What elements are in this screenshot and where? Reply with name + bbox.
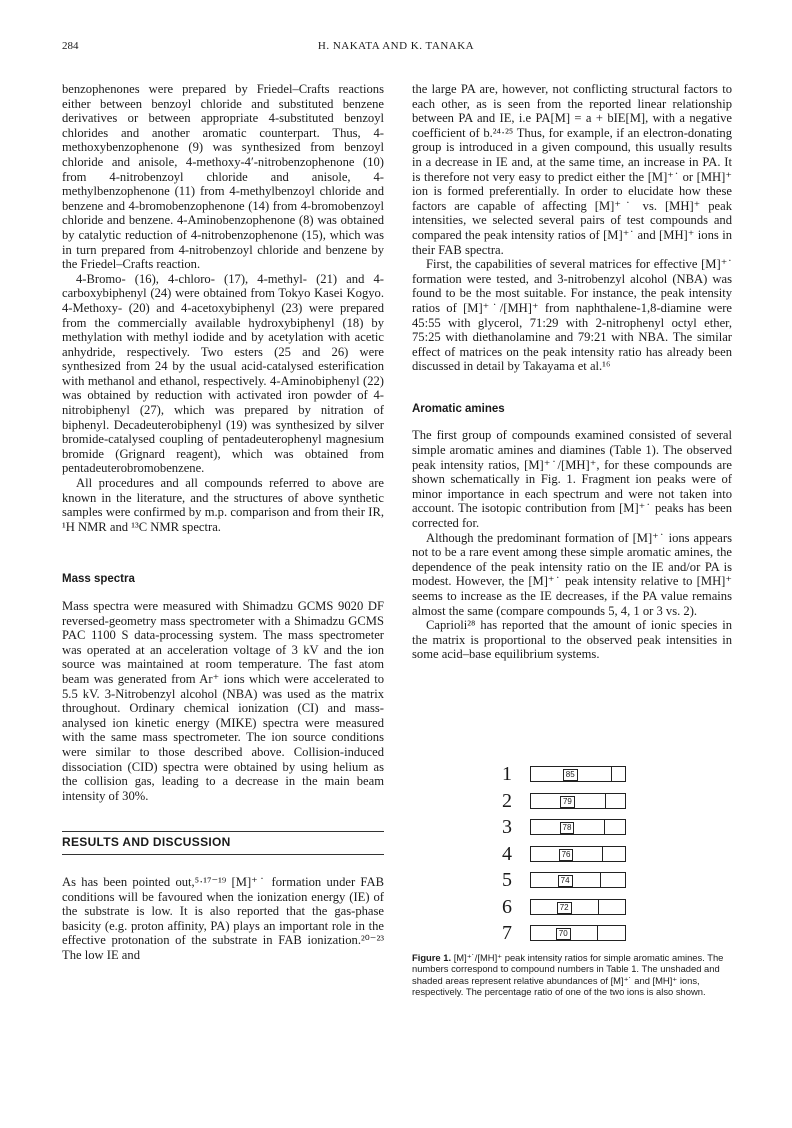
ratio-divider — [600, 873, 601, 887]
running-title: H. NAKATA AND K. TANAKA — [317, 40, 475, 52]
compound-number: 5 — [502, 869, 512, 891]
percent-label: 76 — [559, 849, 574, 861]
ratio-bar — [530, 766, 626, 782]
percent-label: 72 — [557, 902, 572, 914]
compound-number: 2 — [502, 789, 512, 812]
paragraph-procedures: All procedures and all compounds referred to above are known in the literature, and the structures of above synthetic samples were confirmed by m.p. comparison and from their IR, ¹H NMR and ¹³C NMR spectra. — [62, 476, 384, 534]
paragraph-predominant: Although the predominant formation of [M]⁺˙ ions appears not to be a rare event among these simple aromatic amines, the dependence of the peak intensity ratio on the IE and/or PA is modest. However, the [M]⁺˙ peak intensity relative to [MH]⁺ seems to increase as the IE decreases, if the PA value remains almost the same (compare compounds 5, 4, 1 or 3 vs. 2). — [412, 530, 732, 618]
ratio-bar — [530, 899, 626, 915]
right-column — [412, 82, 732, 662]
ratio-divider — [611, 767, 612, 781]
ratio-bar — [530, 819, 626, 835]
compound-number: 7 — [502, 922, 512, 944]
percent-label: 78 — [560, 822, 575, 834]
left-column — [62, 82, 384, 962]
percent-label: 74 — [558, 875, 573, 887]
ratio-bar — [530, 872, 626, 888]
ratio-bar — [530, 925, 626, 941]
paragraph-matrices: First, the capabilities of several matrices for effective [M]⁺˙ formation were tested, and 3-nitrobenzyl alcohol (NBA) was found to be the most suitable. For instance, the peak intensity ratios of [M]⁺˙/[MH]⁺ from naphthalene-1,8-diamine were 45:55 with glycerol, 71:29 with 2-nitrophenyl octyl ether, 75:25 with diethanolamine and 79:21 with NBA. The similar effect of matrices on the peak intensity ratio has already been discussed in detail by Takayama et al.¹⁶ — [412, 257, 732, 374]
percent-label: 70 — [556, 928, 571, 940]
ratio-bar — [530, 846, 626, 862]
paragraph-mass-spectra: Mass spectra were measured with Shimadzu GCMS 9020 DF reversed-geometry mass spectrometer with a Shimadzu GCMS PAC 1100 S data-processing system. The mass spectrometer was operated at an acceleration voltage of 3 kV and the ion source was maintained at room temperature. The fast atom beam was generated from Ar⁺ ions which were accelerated to 5.5 kV. 3-Nitrobenzyl alcohol (NBA) was used as the matrix throughout. Ordinary chemical ionization (CI) and mass-analysed ion kinetic energy (MIKE) spectra were measured with the same mass spectrometer. The ion source conditions were similar to those described above. Collision-induced dissociation (CID) spectra were obtained by using helium as the collision gas, leading to a decrease in the main beam intensity of 30%. — [62, 599, 384, 803]
compound-number: 6 — [502, 895, 512, 918]
ratio-divider — [597, 926, 598, 940]
paragraph-results: As has been pointed out,⁵·¹⁷⁻¹⁹ [M]⁺˙ formation under FAB conditions will be favoured when the ionization energy (IE) of the substrate is low. It is also reported that the gas-phase basicity (e.g. proton affinity, PA) plays an important role in the effective protonation of the substrate in FAB ionization.²⁰⁻²³ The low IE and — [62, 874, 384, 962]
ratio-bar — [530, 793, 626, 809]
compound-number: 4 — [502, 842, 512, 865]
paragraph-first-group: The first group of compounds examined consisted of several simple aromatic amines and diamines (Table 1). The observed peak intensity ratios, [M]⁺˙/[MH]⁺, for these compounds are shown schematically in Fig. 1. Fragment ion peaks were of minor importance in each spectrum and were not taken into account. The isotopic contribution from [M]⁺˙ peaks has been corrected for. — [412, 428, 732, 531]
figure-caption — [412, 952, 732, 997]
ratio-divider — [598, 900, 599, 914]
page-number: 284 — [62, 40, 79, 52]
paragraph-pa-ie: the large PA are, however, not conflicting structural factors to each other, as is seen from the reported linear relationship between PA and IE, i.e PA[M] = a + bIE[M], with a negative coefficient of b.²⁴·²⁵ Thus, for example, if an electron-donating group is introduced in a given compound, this usually results in a decrease in IE and, at the same time, an increase in PA. It is therefore not very easy to predict either the [M]⁺˙ or [MH]⁺ ion is formed preferentially. In order to elucidate how these factors are capable of affecting [M]⁺˙ vs. [MH]⁺ peak intensities, we selected several pairs of test compounds and compared the peak intensity ratios of [M]⁺˙ and [MH]⁺ ions in their FAB spectra. — [412, 82, 732, 257]
paragraph-biphenyls: 4-Bromo- (16), 4-chloro- (17), 4-methyl- (21) and 4-carboxybiphenyl (24) were obtained from Tokyo Kasei Kogyo. 4-Methoxy- (20) and 4-acetoxybiphenyl (23) were prepared from the commercially available hydroxybiphenyl (18) by methylation with methyl iodide and by acetylation with acetic anhydride, respectively. Two esters (25 and 26) were synthesized from 24 by the usual acid-catalysed esterification with methanol and ethanol, respectively. 4-Aminobiphenyl (22) was obtained by reduction with activated iron powder of 4-nitrobiphenyl (27), which was prepared by nitration of biphenyl. Decadeuterobiphenyl (19) was synthesized by silver bromide-catalysed coupling of pentadeuterophenyl magnesium bromide (Grignard reagent), which was obtained from pentadeuterobromobenzene. — [62, 271, 384, 476]
caption-label: Figure 1. — [412, 952, 452, 963]
compound-number: 1 — [502, 763, 512, 785]
paragraph-caprioli: Caprioli²⁸ has reported that the amount of ionic species in the matrix is proportional to the observed peak intensities in some acid–base equilibrium systems. — [412, 618, 732, 662]
results-heading-rule — [62, 831, 384, 855]
paragraph-synthesis: benzophenones were prepared by Friedel–Crafts reactions either between benzoyl chloride and substituted benzene derivatives or between appropriate 4-substituted benzoyl chlorides and another aromatic counterpart. Thus, 4-methoxybenzophenone (9) was synthesized from benzoyl chloride and anisole, 4-methoxy-4′-nitrobenzophenone (10) from 4-nitrobenzoyl chloride and anisole, 4-methylbenzophenone (11) from 4-methylbenzoyl chloride and benzene and 4-bromobenzophenone (14) from 4-bromobenzoyl chloride and benzene. 4-Aminobenzophenone (8) was obtained by catalytic reduction of 4-nitrobenzophenone (15), which was in turn prepared from 4-nitrobenzoyl chloride and benzene by the Friedel–Crafts reaction. — [62, 82, 384, 272]
percent-label: 85 — [563, 769, 578, 781]
section-heading-results: RESULTS AND DISCUSSION — [62, 835, 231, 850]
caption-text: [M]⁺˙/[MH]⁺ peak intensity ratios for simple aromatic amines. The numbers correspond to compound numbers in Table 1. The unshaded and shaded areas represent relative abundances of [M]⁺˙ and [MH]⁺ ions, respectively. The percentage ratio of one of the two ions is also shown. — [412, 952, 724, 997]
compound-number: 3 — [502, 816, 512, 838]
ratio-divider — [604, 820, 605, 834]
percent-label: 79 — [560, 796, 575, 808]
ratio-divider — [605, 794, 606, 808]
section-heading-mass-spectra: Mass spectra — [62, 573, 135, 586]
section-heading-aromatic-amines: Aromatic amines — [412, 402, 505, 415]
ratio-divider — [602, 847, 603, 861]
running-header — [62, 40, 730, 56]
